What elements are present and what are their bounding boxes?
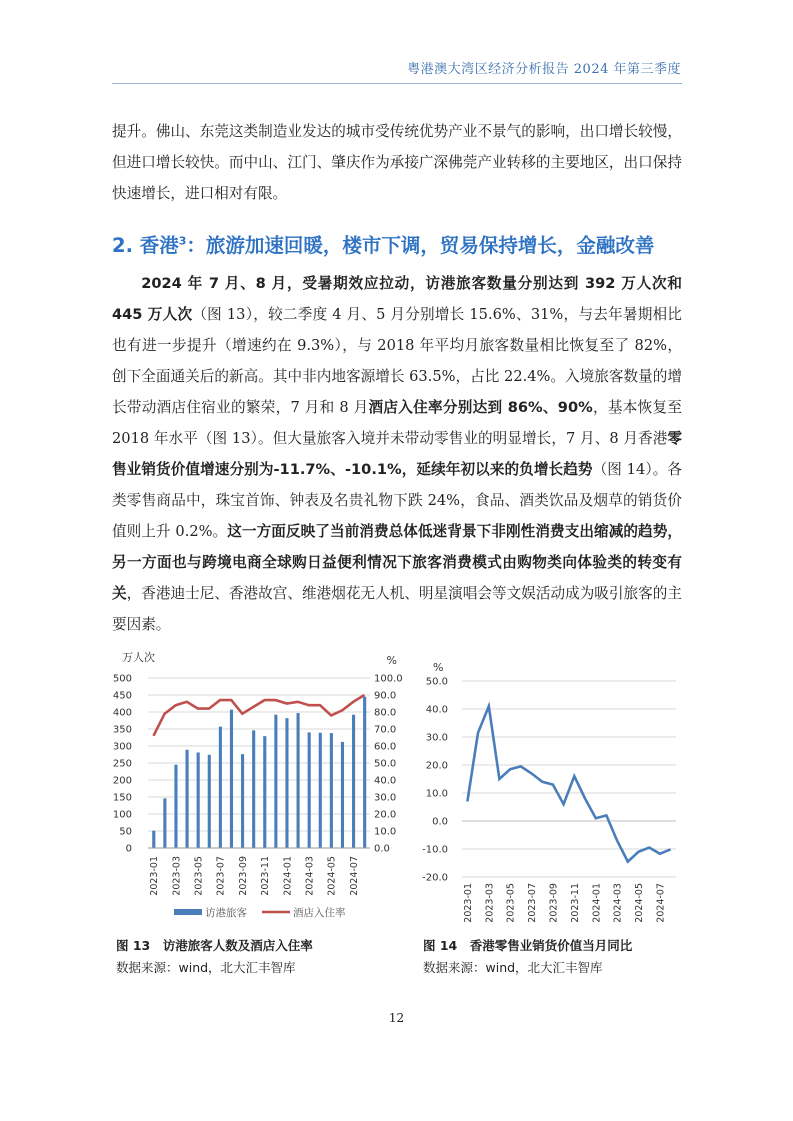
bar-visitors — [285, 718, 288, 848]
x-tick-label: 2023-03 — [484, 883, 496, 923]
line-retail-yoy — [467, 706, 670, 861]
y-tick-left: 0 — [125, 843, 132, 855]
bar-visitors — [263, 736, 266, 848]
header-rule — [112, 83, 682, 84]
x-tick-label: 2023-01 — [462, 883, 474, 923]
body-bold-5: 零售业销货价值增速分别为-11.7%、-10.1%，延续年初以来的负增长趋势 — [112, 430, 682, 478]
body-text-2: （图 13），较二季度 4 月、5 月分别增长 15.6%、31%，与去年暑期相比也有进一步提升（增速约在 9.3%），与 2018 年平均月旅客数量相比恢复至了 82%，创下全面通关后的新高。其中非内地客源增长 63.5%，占比 22.4%。入境旅客数量的增长带动酒店住宿业的繁荣，7 月和 8 月 — [112, 306, 682, 416]
y-tick-right: 40.0 — [374, 775, 397, 787]
body-text-8: ，香港迪士尼、香港故宫、维港烟花无人机、明星演唱会等文娱活动成为吸引旅客的主要因素。 — [112, 585, 682, 633]
bar-visitors — [163, 798, 166, 848]
x-tick-label: 2023-07 — [215, 856, 227, 896]
intro-paragraph: 提升。佛山、东莞这类制造业发达的城市受传统优势产业不景气的影响，出口增长较慢，但进口增长较快。而中山、江门、肇庆作为承接广深佛莞产业转移的主要地区，出口保持快速增长，进口相对有限。 — [112, 123, 682, 202]
section-title — [112, 230, 654, 258]
bar-visitors — [230, 710, 233, 848]
bar-visitors — [297, 713, 300, 848]
x-tick-label: 2023-03 — [171, 856, 183, 896]
line-hotel-occupancy — [154, 695, 365, 736]
report-header: 粤港澳大湾区经济分析报告 2024 年第三季度 — [407, 62, 681, 77]
y-tick-label: -10.0 — [422, 844, 448, 856]
bar-visitors — [174, 765, 177, 848]
bar-visitors — [197, 752, 200, 848]
x-tick-label: 2024-05 — [326, 856, 338, 896]
bar-visitors — [363, 697, 366, 848]
y-tick-left: 150 — [112, 792, 132, 804]
bar-visitors — [319, 733, 322, 848]
bar-visitors — [341, 742, 344, 848]
x-tick-label: 2024-03 — [304, 856, 316, 896]
body-paragraph — [112, 268, 682, 640]
x-tick-label: 2024-07 — [655, 883, 667, 923]
x-tick-label: 2024-03 — [612, 883, 624, 923]
y-tick-right: 80.0 — [374, 707, 397, 719]
y-tick-label: 40.0 — [425, 704, 448, 716]
y-tick-left: 450 — [112, 690, 132, 702]
x-tick-label: 2024-05 — [634, 883, 646, 923]
body-bold-1: 2024 年 7 月、8 月，受暑期效应拉动，访港旅客数量分别达到 392 万人次和 445 万人次 — [112, 275, 682, 323]
y-tick-right: 50.0 — [374, 758, 397, 770]
y-tick-left: 250 — [112, 758, 132, 770]
bar-visitors — [330, 733, 333, 848]
x-tick-label: 2023-07 — [527, 883, 539, 923]
bar-visitors — [152, 831, 155, 848]
section-title-rest: ：旅游加速回暖，楼市下调，贸易保持增长，金融改善 — [186, 234, 655, 257]
x-tick-label: 2023-09 — [237, 856, 249, 896]
left-axis-unit: 万人次 — [122, 651, 155, 664]
y-tick-left: 400 — [112, 707, 132, 719]
body-text-4: ，基本恢复至 2018 年水平（图 13）。但大量旅客入境并未带动零售业的明显增长，7 月、8 月香港 — [112, 399, 682, 447]
bar-visitors — [208, 755, 211, 848]
y-tick-label: 0.0 — [432, 816, 448, 828]
bar-visitors — [274, 715, 277, 848]
right-axis-unit: % — [386, 654, 397, 667]
y-tick-right: 30.0 — [374, 792, 397, 804]
figure-13-caption: 图 13 访港旅客人数及酒店入住率 — [116, 938, 313, 953]
body-bold-3: 酒店入住率分别达到 86%、90% — [368, 399, 593, 416]
x-tick-label: 2024-07 — [348, 856, 360, 896]
bar-visitors — [308, 732, 311, 848]
y-tick-right: 90.0 — [374, 690, 397, 702]
figure-14-caption: 图 14 香港零售业销货价值当月同比 — [423, 938, 633, 953]
body-bold-7: 这一方面反映了当前消费总体低迷背景下非刚性消费支出缩减的趋势，另一方面也与跨境电商全球购日益便利情况下旅客消费模式由购物类向体验类的转变有关 — [112, 523, 682, 602]
y-tick-label: 50.0 — [425, 676, 448, 688]
x-tick-label: 2024-01 — [591, 883, 603, 923]
y-tick-right: 20.0 — [374, 809, 397, 821]
x-tick-label: 2023-11 — [260, 856, 272, 896]
legend-label-hotel: 酒店入住率 — [293, 907, 346, 919]
figure-14-source: 数据来源：wind，北大汇丰智库 — [423, 960, 603, 975]
y-tick-right: 10.0 — [374, 826, 397, 838]
x-tick-label: 2023-11 — [569, 883, 581, 923]
figure-13-source: 数据来源：wind，北大汇丰智库 — [116, 960, 296, 975]
bar-visitors — [186, 750, 189, 848]
y-tick-left: 100 — [112, 809, 132, 821]
y-tick-left: 350 — [112, 724, 132, 736]
y-tick-right: 100.0 — [374, 673, 403, 685]
y-tick-label: -20.0 — [422, 872, 448, 884]
y-tick-right: 60.0 — [374, 741, 397, 753]
y-axis-unit: % — [433, 661, 444, 674]
footnote-mark: 3 — [178, 234, 187, 248]
retail-sales-chart — [418, 655, 688, 930]
legend-swatch-visitors — [174, 909, 202, 915]
y-tick-left: 50 — [119, 826, 132, 838]
x-tick-label: 2023-05 — [193, 856, 205, 896]
y-tick-label: 20.0 — [425, 760, 448, 772]
visitor-hotel-chart — [112, 645, 412, 930]
y-tick-left: 200 — [112, 775, 132, 787]
y-tick-left: 300 — [112, 741, 132, 753]
bar-visitors — [219, 727, 222, 848]
x-tick-label: 2023-09 — [548, 883, 560, 923]
y-tick-right: 70.0 — [374, 724, 397, 736]
x-tick-label: 2024-01 — [282, 856, 294, 896]
x-tick-label: 2023-01 — [149, 856, 161, 896]
page-number: 12 — [388, 1011, 405, 1025]
bar-visitors — [252, 730, 255, 848]
y-tick-label: 30.0 — [425, 732, 448, 744]
bar-visitors — [241, 754, 244, 848]
section-title-main: 2. 香港 — [112, 234, 179, 257]
y-tick-right: 0.0 — [374, 843, 390, 855]
y-tick-label: 10.0 — [425, 788, 448, 800]
body-text-6: （图 14）。各类零售商品中，珠宝首饰、钟表及名贵礼物下跌 24%，食品、酒类饮品及烟草的销货价值则上升 0.2%。 — [112, 461, 682, 540]
legend-label-visitors: 访港旅客 — [205, 907, 247, 919]
bar-visitors — [352, 715, 355, 848]
y-tick-left: 500 — [112, 673, 132, 685]
x-tick-label: 2023-05 — [505, 883, 517, 923]
